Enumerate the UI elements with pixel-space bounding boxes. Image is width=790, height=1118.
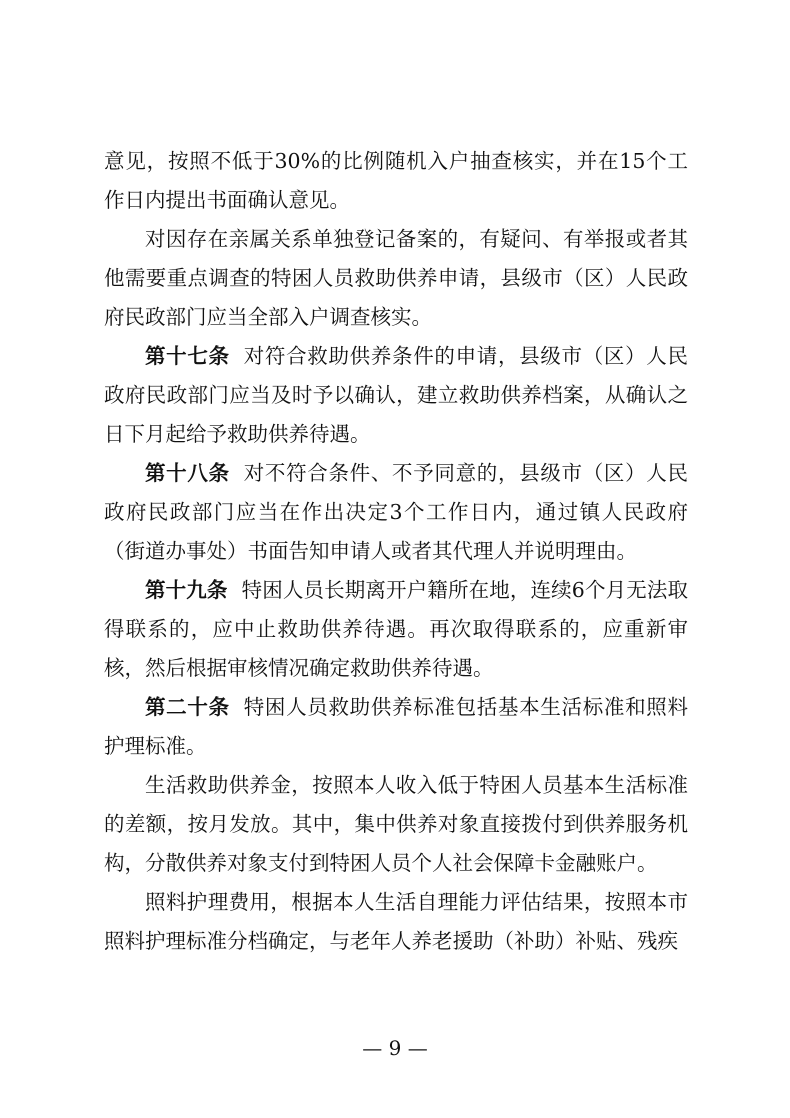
- paragraph-text: 对因存在亲属关系单独登记备案的，有疑问、有举报或者其他需要重点调查的特困人员救助供养申请，县级市（区）人民政府民政部门应当全部入户调查核实。: [104, 227, 688, 329]
- paragraph: [104, 142, 688, 220]
- article-17: [104, 337, 688, 454]
- article-20: [104, 688, 688, 766]
- paragraph-text: 对不符合条件、不予同意的，县级市（区）人民政府民政部门应当在作出决定3个工作日内，通过镇人民政府（街道办事处）书面告知申请人或者其代理人并说明理由。: [104, 461, 688, 563]
- paragraph: [104, 883, 688, 961]
- paragraph-text: 对符合救助供养条件的申请，县级市（区）人民政府民政部门应当及时予以确认，建立救助供养档案，从确认之日下月起给予救助供养待遇。: [104, 344, 688, 446]
- paragraph-text: 生活救助供养金，按照本人收入低于特困人员基本生活标准的差额，按月发放。其中，集中供养对象直接拨付到供养服务机构，分散供养对象支付到特困人员个人社会保障卡金融账户。: [104, 773, 688, 875]
- paragraph: [104, 766, 688, 883]
- article-number: 第二十条: [145, 695, 230, 719]
- paragraph-text: 特困人员救助供养标准包括基本生活标准和照料护理标准。: [104, 695, 688, 758]
- paragraph-text: 特困人员长期离开户籍所在地，连续6个月无法取得联系的，应中止救助供养待遇。再次取得联系的，应重新审核，然后根据审核情况确定救助供养待遇。: [104, 578, 689, 680]
- article-18: [104, 454, 688, 571]
- paragraph: [104, 220, 688, 337]
- paragraph-text: 意见，按照不低于30%的比例随机入户抽查核实，并在15个工作日内提出书面确认意见。: [104, 149, 688, 212]
- page-number: — 9 —: [362, 1036, 428, 1060]
- article-number: 第十七条: [145, 344, 230, 368]
- document-body: [104, 142, 688, 961]
- article-number: 第十九条: [145, 578, 228, 602]
- article-19: [104, 571, 688, 688]
- article-number: 第十八条: [145, 461, 230, 485]
- paragraph-text: 照料护理费用，根据本人生活自理能力评估结果，按照本市照料护理标准分档确定，与老年人养老援助（补助）补贴、残疾: [104, 890, 688, 953]
